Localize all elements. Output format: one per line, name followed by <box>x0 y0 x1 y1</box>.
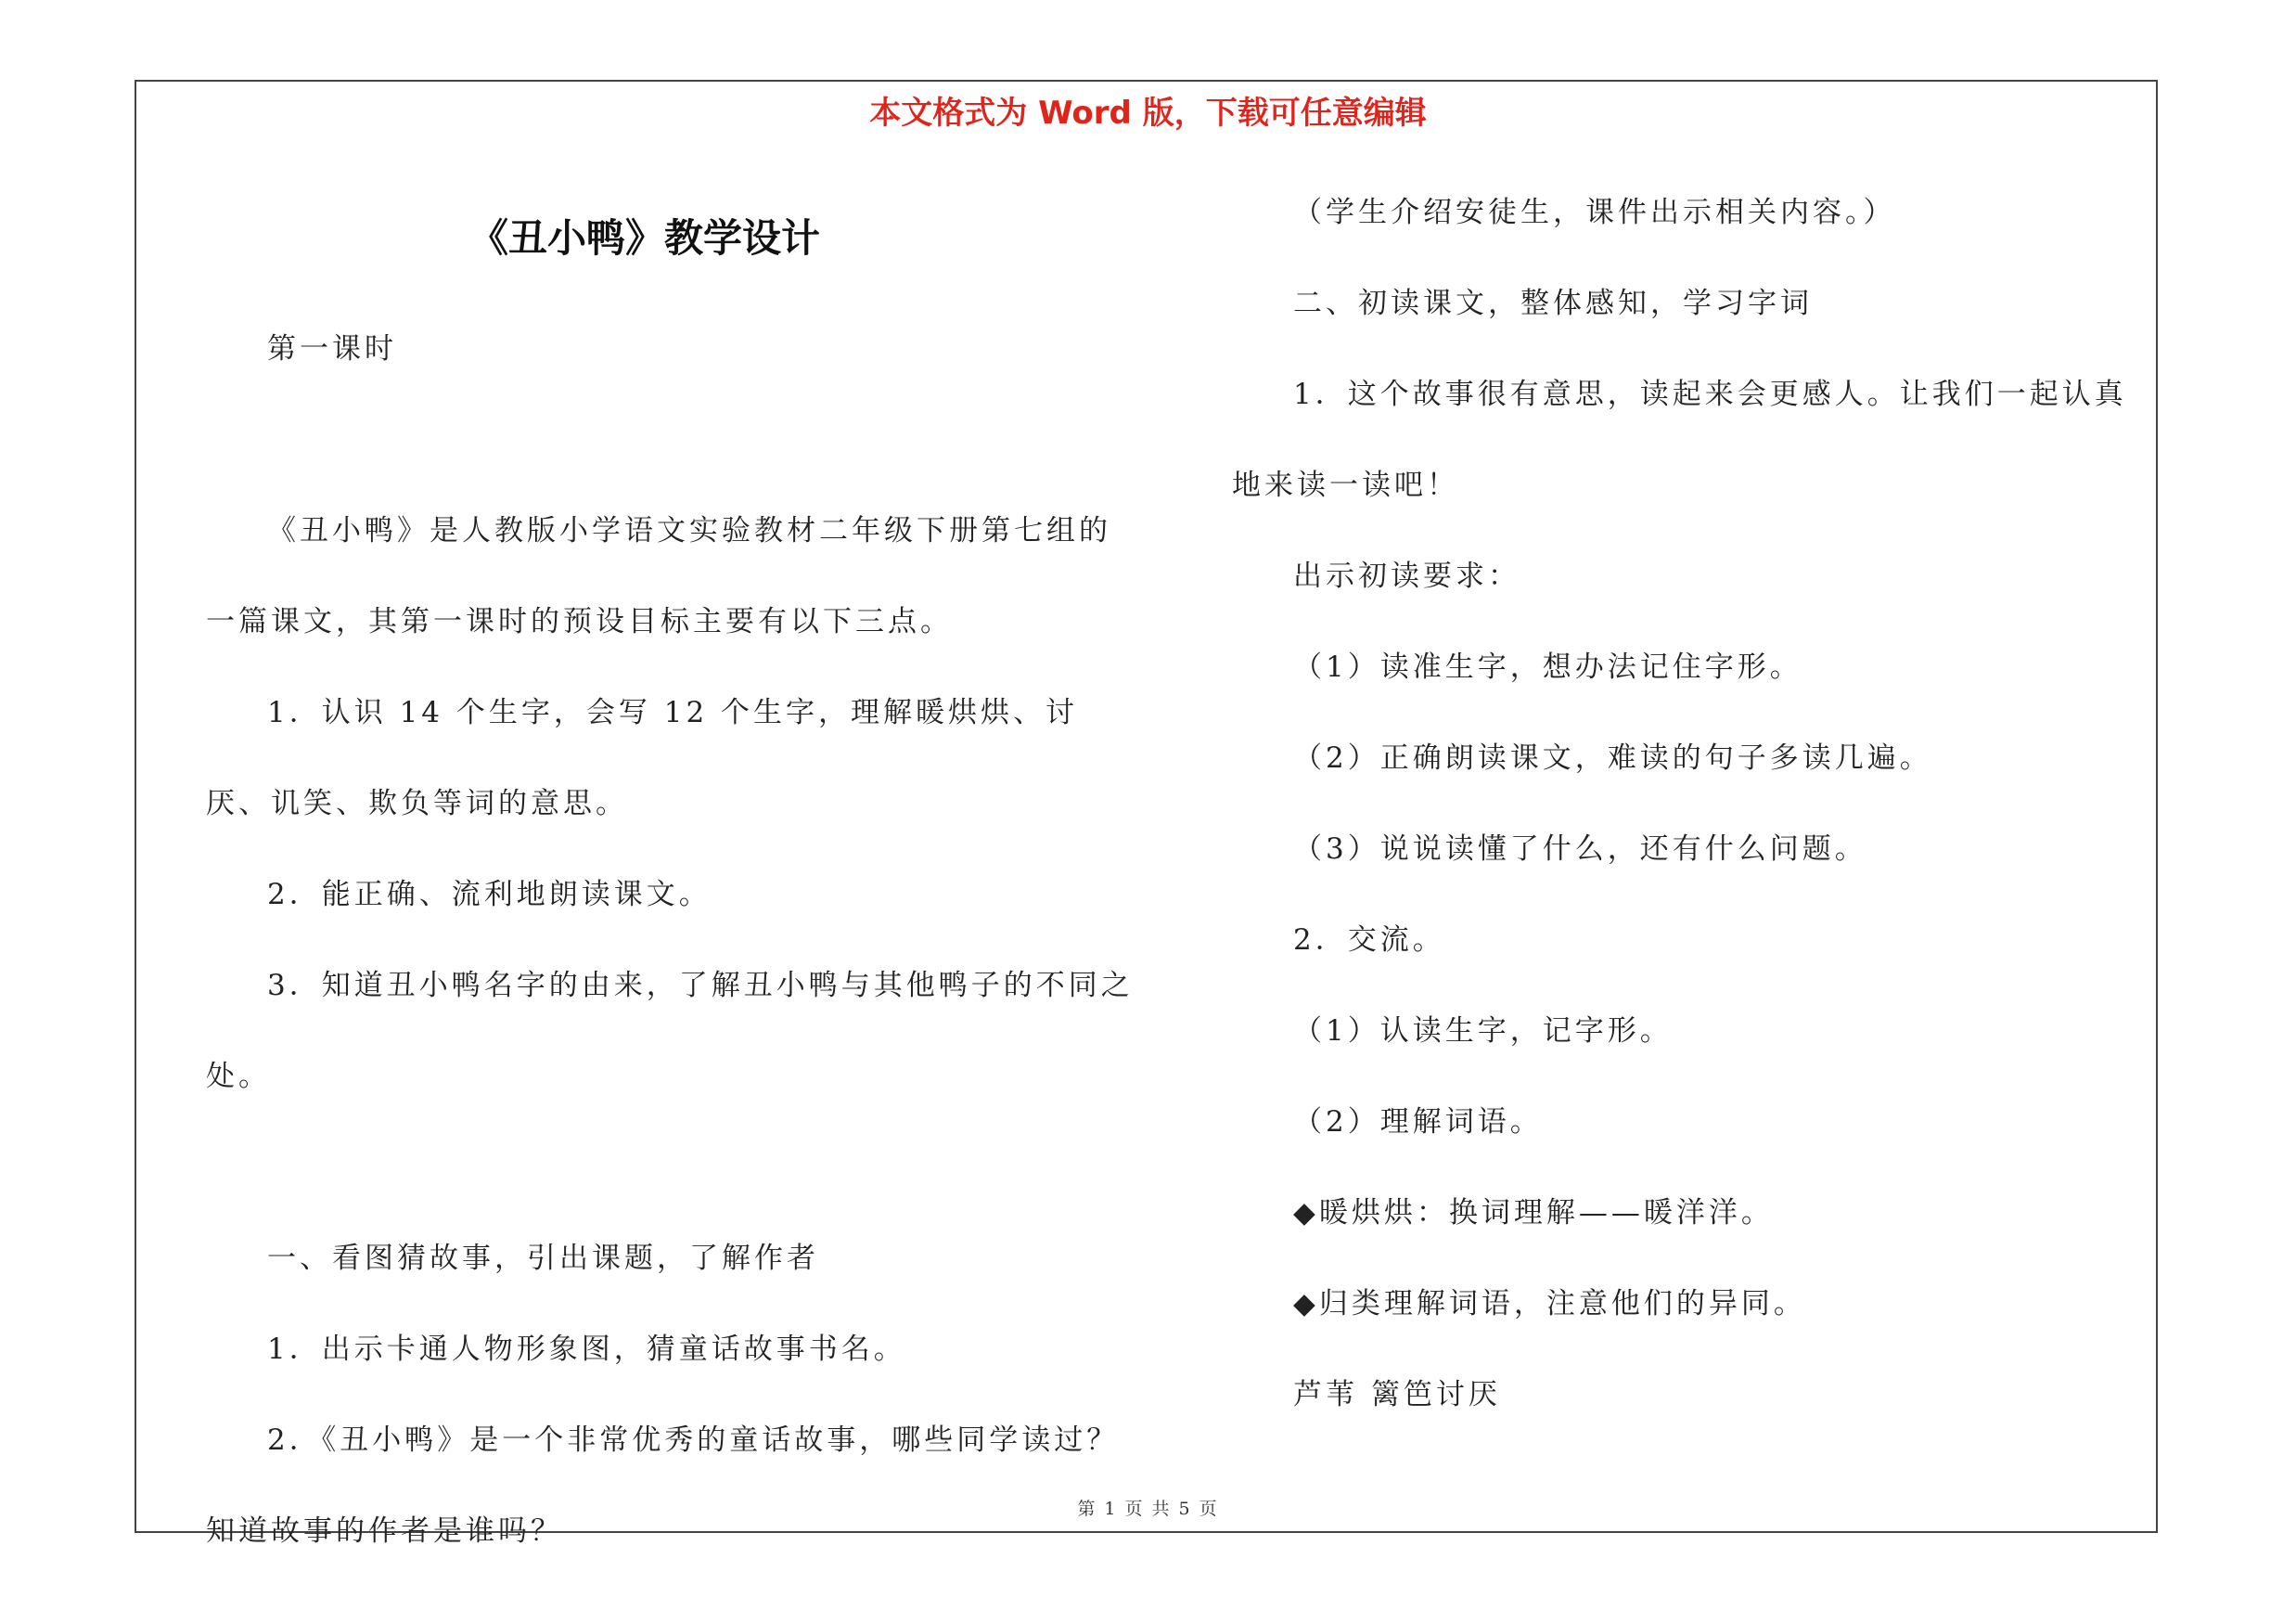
note-paragraph: （学生介绍安徒生，课件出示相关内容。） <box>1293 196 1896 229</box>
spacer <box>206 394 1143 485</box>
page-number: 第 1 页 共 5 页 <box>1077 1499 1219 1519</box>
left-column <box>206 303 1143 1577</box>
exchange-item-2: （2）理解词语。 <box>1293 1105 1543 1139</box>
goal-item-3: 3．知道丑小鸭名字的由来，了解丑小鸭与其他鸭子的不同之处。 <box>206 969 1134 1093</box>
step-item-2: 2．《丑小鸭》是一个非常优秀的童话故事，哪些同学读过？知道故事的作者是谁吗？ <box>206 1423 1120 1548</box>
exchange-item-1: （1）认读生字，记字形。 <box>1293 1014 1673 1048</box>
reading-paragraph: 1．这个故事很有意思，读起来会更感人。让我们一起认真地来读一读吧！ <box>1232 378 2127 502</box>
word-list: 芦苇 篱笆讨厌 <box>1293 1378 1501 1411</box>
section-heading-2: 二、初读课文，整体感知，学习字词 <box>1293 287 1813 320</box>
document-title: 《丑小鸭》教学设计 <box>468 215 820 261</box>
word-format-banner: 本文格式为 Word 版，下载可任意编辑 <box>869 95 1427 132</box>
requirement-item-3: （3）说说读懂了什么，还有什么问题。 <box>1293 832 1867 866</box>
section-heading-1: 一、看图猜故事，引出课题，了解作者 <box>267 1242 819 1275</box>
intro-paragraph: 《丑小鸭》是人教版小学语文实验教材二年级下册第七组的一篇课文，其第一课时的预设目标主要有以下三点。 <box>206 514 1111 638</box>
lesson-heading: 第一课时 <box>267 332 397 366</box>
exchange-heading: 2．交流。 <box>1293 923 1445 957</box>
step-item-1: 1．出示卡通人物形象图，猜童话故事书名。 <box>267 1333 906 1366</box>
requirement-item-1: （1）读准生字，想办法记住字形。 <box>1293 650 1802 684</box>
goal-item-1: 1．认识 14 个生字，会写 12 个生字，理解暖烘烘、讨厌、讥笑、欺负等词的意思。 <box>206 696 1079 820</box>
spacer <box>206 1122 1143 1213</box>
word-note-1: ◆暖烘烘：换词理解——暖洋洋。 <box>1293 1196 1774 1230</box>
requirement-item-2: （2）正确朗读课文，难读的句子多读几遍。 <box>1293 741 1932 775</box>
goal-item-2: 2．能正确、流利地朗读课文。 <box>267 878 712 911</box>
word-note-2: ◆归类理解词语，注意他们的异同。 <box>1293 1287 1806 1320</box>
requirements-title: 出示初读要求： <box>1293 560 1520 593</box>
right-column <box>1232 167 2150 1440</box>
